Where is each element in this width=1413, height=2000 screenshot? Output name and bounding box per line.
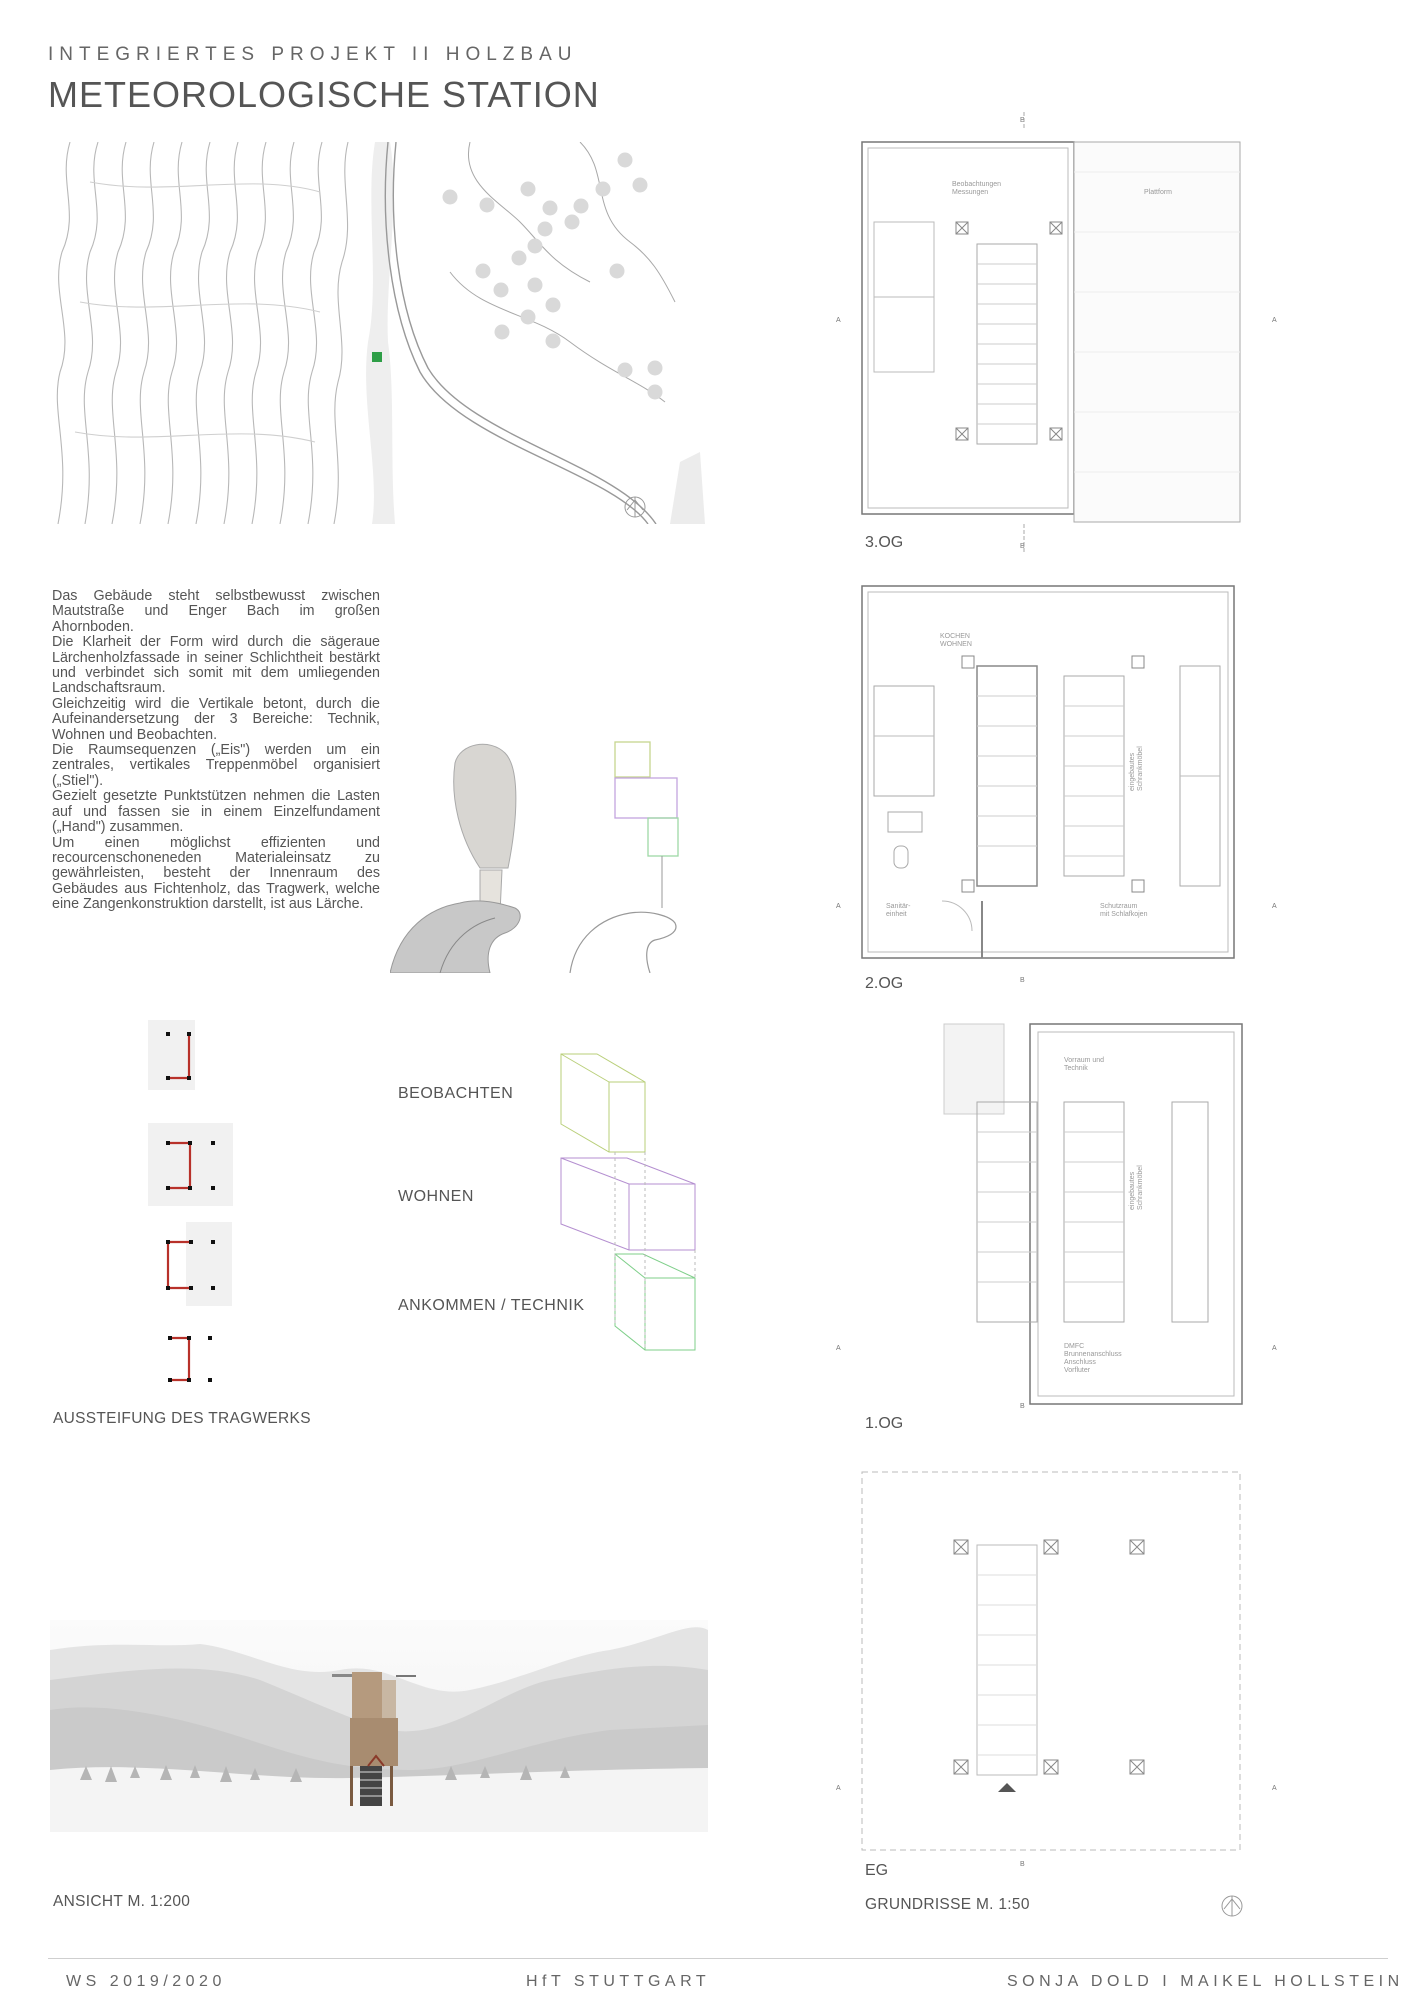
- svg-text:Brunnenanschluss: Brunnenanschluss: [1064, 1351, 1122, 1358]
- svg-text:WOHNEN: WOHNEN: [940, 641, 972, 648]
- floor-label-3og: 3.OG: [865, 534, 904, 551]
- floor-plans-caption: GRUNDRISSE M. 1:50: [865, 1896, 1030, 1913]
- concept-sketch: [390, 738, 708, 973]
- floor-plan-eg: [832, 1450, 1292, 1870]
- svg-text:einheit: einheit: [886, 911, 907, 918]
- footer-divider: [48, 1958, 1388, 1959]
- floor-plan-1og: [832, 1010, 1292, 1410]
- svg-text:mit Schlafkojen: mit Schlafkojen: [1100, 911, 1148, 918]
- svg-text:B: B: [1020, 117, 1025, 124]
- site-plan: [50, 142, 710, 524]
- svg-text:Schrankmöbel: Schrankmöbel: [1137, 746, 1144, 791]
- floor-label-eg: EG: [865, 1862, 889, 1879]
- landscape-elevation: [50, 1620, 708, 1832]
- project-description: Das Gebäude steht selbstbewusst zwischen Mautstraße und Enger Bach im großen Ahornboden. Die Klarheit der Form wird durch die sägeraue Lärchenholzfassade in seiner Schlichtheit bestärkt und verbindet sich somit mit dem umliegenden Landschaftsraum. Gleichzeitig wird die Vertikale betont, durch die Aufeinandersetzung der 3 Bereiche: Technik, Wohnen und Beobachten. Die Raumsequenzen („Eis") werden um ein zentrales, vertikales Treppenmöbel organisiert („Stiel"). Gezielt gesetzte Punktstützen nehmen die Lasten auf und fassen sie in einem Einzelfundament („Hand") zusammen. Um einen möglichst effizienten und recourcenschoneneden Materialeinsatz zu gewährleisten, besteht der Innenraum des Gebäudes aus Fichtenholz, das Tragwerk, welche eine Zangenkonstruktion darstellt, ist aus Lärche.: [52, 588, 380, 913]
- bracing-diagrams: [144, 1020, 244, 1400]
- level-label-living: WOHNEN: [398, 1188, 474, 1205]
- footer-semester: WS 2019/2020: [66, 1973, 226, 1990]
- svg-text:Schutzraum: Schutzraum: [1100, 903, 1138, 910]
- svg-text:Technik: Technik: [1064, 1065, 1088, 1072]
- svg-text:B: B: [1020, 1403, 1025, 1410]
- page-title: METEOROLOGISCHE STATION: [48, 74, 600, 115]
- floor-plan-3og: [832, 112, 1292, 552]
- svg-text:Vorfluter: Vorfluter: [1064, 1367, 1091, 1374]
- volume-diagram: [555, 1050, 705, 1356]
- svg-text:DMFC: DMFC: [1064, 1343, 1085, 1350]
- svg-text:Sanitär-: Sanitär-: [886, 903, 911, 910]
- svg-text:A: A: [1272, 903, 1277, 910]
- svg-text:B: B: [1020, 1861, 1025, 1868]
- svg-text:B: B: [1020, 977, 1025, 984]
- svg-text:Messungen: Messungen: [952, 189, 989, 196]
- svg-text:eingebautes: eingebautes: [1129, 1171, 1136, 1210]
- project-kicker: INTEGRIERTES PROJEKT II HOLZBAU: [48, 44, 578, 65]
- svg-text:Anschluss: Anschluss: [1064, 1359, 1096, 1366]
- level-label-arrival: ANKOMMEN / TECHNIK: [398, 1297, 585, 1314]
- svg-text:A: A: [836, 1785, 841, 1792]
- floor-label-2og: 2.OG: [865, 975, 904, 992]
- floor-label-1og: 1.OG: [865, 1415, 904, 1432]
- svg-text:Schrankmöbel: Schrankmöbel: [1137, 1165, 1144, 1210]
- svg-text:A: A: [836, 1345, 841, 1352]
- svg-text:B: B: [1020, 543, 1025, 550]
- svg-text:Beobachtungen: Beobachtungen: [952, 181, 1002, 188]
- svg-text:A: A: [836, 317, 841, 324]
- level-label-observe: BEOBACHTEN: [398, 1085, 514, 1102]
- north-arrow-icon: [1220, 1894, 1244, 1918]
- svg-text:A: A: [1272, 1785, 1277, 1792]
- footer-authors: SONJA DOLD I MAIKEL HOLLSTEIN: [1007, 1973, 1404, 1990]
- svg-text:Plattform: Plattform: [1144, 189, 1173, 196]
- svg-text:eingebautes: eingebautes: [1129, 752, 1136, 791]
- svg-text:A: A: [1272, 1345, 1277, 1352]
- svg-text:KOCHEN: KOCHEN: [940, 633, 970, 640]
- floor-plan-2og: [832, 556, 1292, 986]
- footer-school: HfT STUTTGART: [526, 1973, 711, 1990]
- svg-text:A: A: [836, 903, 841, 910]
- svg-text:Vorraum und: Vorraum und: [1064, 1057, 1105, 1064]
- bracing-caption: AUSSTEIFUNG DES TRAGWERKS: [53, 1410, 311, 1427]
- elevation-caption: ANSICHT M. 1:200: [53, 1893, 191, 1910]
- svg-text:A: A: [1272, 317, 1277, 324]
- site-marker: [372, 352, 382, 362]
